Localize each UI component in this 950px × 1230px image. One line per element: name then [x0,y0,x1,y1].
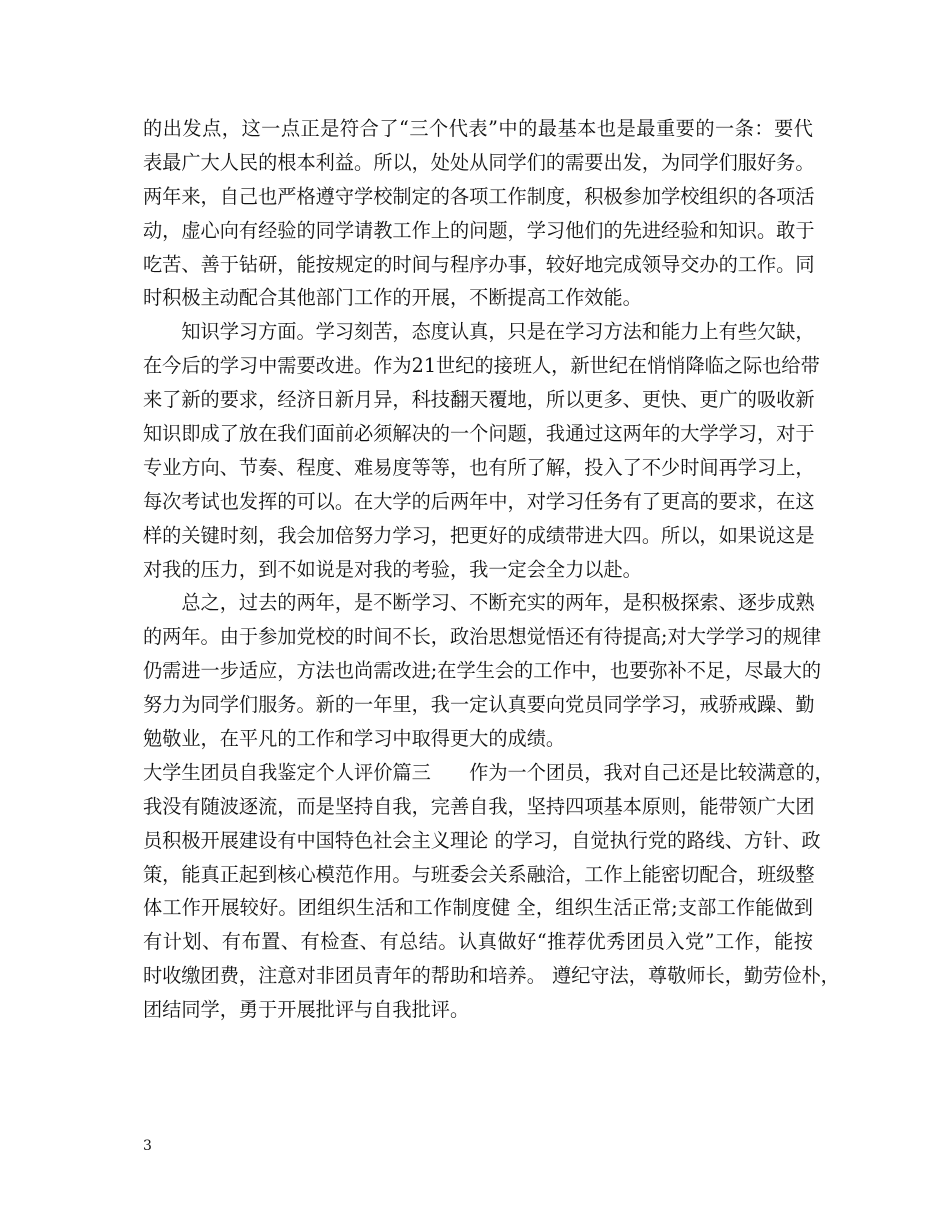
text-line: 的两年。由于参加党校的时间不长，政治思想觉悟还有待提高;对大学学习的规律 [143,625,822,649]
page-number: 3 [143,1138,152,1154]
text-line: 时收缴团费，注意对非团员青年的帮助和培养。 遵纪守法，尊敬师长，勤劳俭朴， [143,964,840,988]
text-line: 专业方向、节奏、程度、难易度等等，也有所了解，投入了不少时间再学习上， [143,455,815,479]
text-line: 在今后的学习中需要改进。作为21世纪的接班人，新世纪在悄悄降临之际也给带 [143,354,820,378]
text-line: 知识即成了放在我们面前必须解决的一个问题，我通过这两年的大学学习，对于 [143,422,815,446]
text-line: 动，虚心向有经验的同学请教工作上的问题，学习他们的先进经验和知识。敢于 [143,218,815,242]
text-line: 对我的压力，到不如说是对我的考验，我一定会全力以赴。 [143,557,642,581]
text-line: 吃苦、善于钻研，能按规定的时间与程序办事，较好地完成领导交办的工作。同 [143,252,815,276]
text-line: 两年来，自己也严格遵守学校制定的各项工作制度，积极参加学校组织的各项活 [143,184,815,208]
text-line: 勉敬业，在平凡的工作和学习中取得更大的成绩。 [143,727,566,751]
text-line: 样的关键时刻，我会加倍努力学习，把更好的成绩带进大四。所以，如果说这是 [143,523,815,547]
text-line: 大学生团员自我鉴定个人评价篇三 作为一个团员，我对自己还是比较满意的， [143,760,834,784]
text-line: 策，能真正起到核心模范作用。与班委会关系融洽，工作上能密切配合，班级整 [143,862,815,886]
text-line: 仍需进一步适应，方法也尚需改进;在学生会的工作中，也要弥补不足，尽最大的 [143,659,822,683]
text-line: 的出发点，这一点正是符合了“三个代表”中的最基本也是最重要的一条：要代 [143,117,813,140]
text-line: 员积极开展建设有中国特色社会主义理论 的学习，自觉执行党的路线、方针、政 [143,828,821,852]
text-line: 表最广大人民的根本利益。所以，处处从同学们的需要出发，为同学们服好务。 [143,150,815,174]
text-line: 体工作开展较好。团组织生活和工作制度健 全，组织生活正常;支部工作能做到 [143,896,813,920]
text-line: 团结同学，勇于开展批评与自我批评。 [143,998,470,1022]
text-line: 来了新的要求，经济日新月异，科技翻天覆地，所以更多、更快、更广的吸收新 [143,388,815,412]
text-line: 总之，过去的两年，是不断学习、不断充实的两年，是积极探索、逐步成熟 [143,591,815,615]
text-line: 每次考试也发挥的可以。在大学的后两年中，对学习任务有了更高的要求，在这 [143,489,815,513]
text-line: 努力为同学们服务。新的一年里，我一定认真要向党员同学学习，戒骄戒躁、勤 [143,693,815,717]
body-text [143,112,840,1027]
text-line: 有计划、有布置、有检查、有总结。认真做好“推荐优秀团员入党”工作，能按 [143,930,813,954]
text-line: 时积极主动配合其他部门工作的开展，不断提高工作效能。 [143,286,642,310]
text-line: 我没有随波逐流，而是坚持自我，完善自我，坚持四项基本原则，能带领广大团 [143,794,815,818]
text-line: 知识学习方面。学习刻苦，态度认真，只是在学习方法和能力上有些欠缺， [143,320,815,344]
